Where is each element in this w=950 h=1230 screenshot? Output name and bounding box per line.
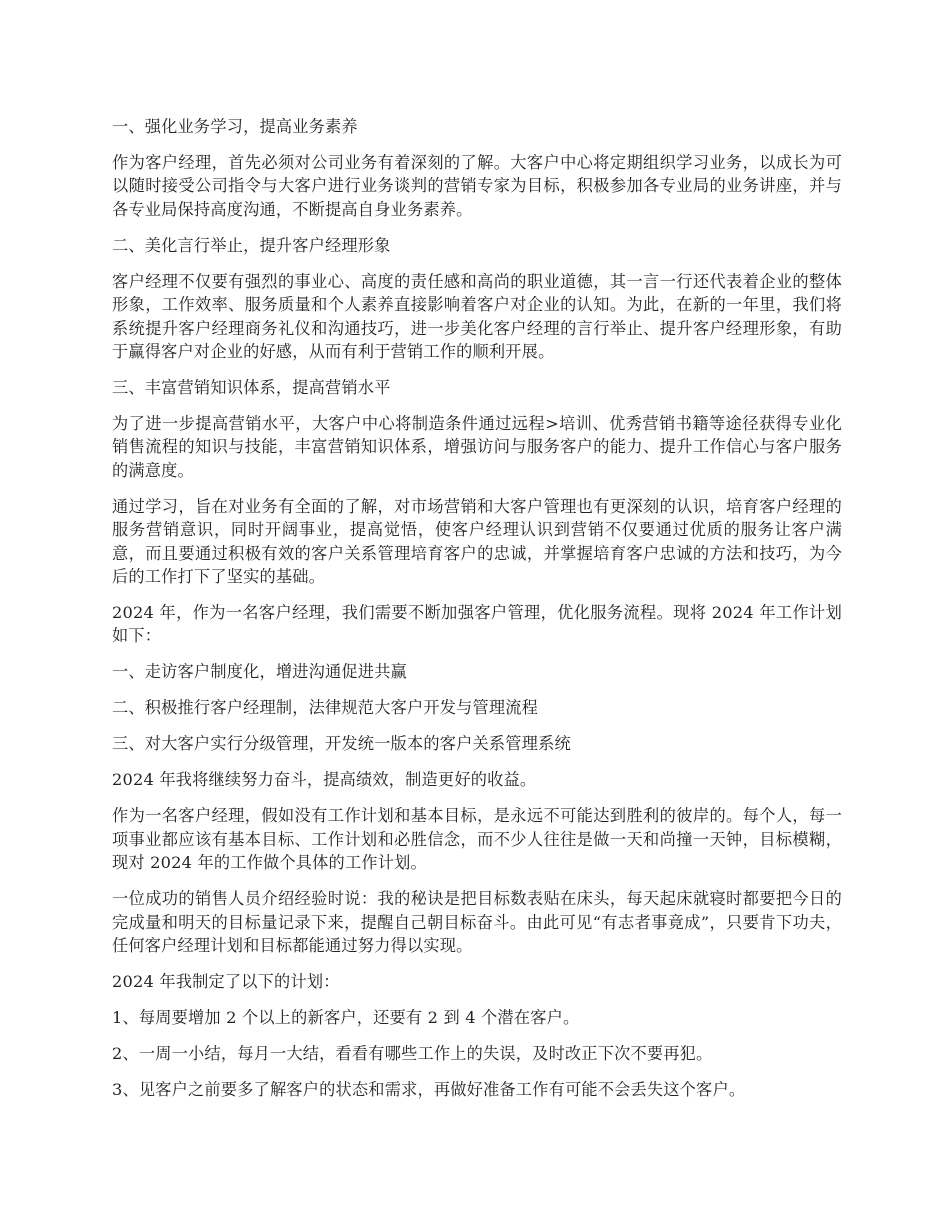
paragraph: 作为客户经理，首先必须对公司业务有着深刻的了解。大客户中心将定期组织学习业务，以成长为可以随时接受公司指令与大客户进行业务谈判的营销专家为目标，积极参加各专业局的业务讲座，并与各专业局保持高度沟通，不断提高自身业务素养。 (112, 153, 842, 219)
heading-1: 一、强化业务学习，提高业务素养 (112, 117, 358, 136)
paragraph: 为了进一步提高营销水平，大客户中心将制造条件通过远程>培训、优秀营销书籍等途径获得专业化销售流程的知识与技能，丰富营销知识体系，增强访问与服务客户的能力、提升工作信心与客户服务的满意度。 (112, 414, 842, 480)
list-item: 1、每周要增加 2 个以上的新客户，还要有 2 到 4 个潜在客户。 (112, 1008, 580, 1028)
paragraph: 2024 年我制定了以下的计划： (112, 972, 340, 992)
paragraph: 通过学习，旨在对业务有全面的了解，对市场营销和大客户管理也有更深刻的认识，培育客户经理的服务营销意识，同时开阔事业，提高觉悟，使客户经理认识到营销不仅要通过优质的服务让客户满意，而且要通过积极有效的客户关系管理培育客户的忠诚，并掌握培育客户忠诚的方法和技巧，为今后的工作打下了坚实的基础。 (112, 496, 842, 587)
heading-2: 二、美化言行举止，提升客户经理形象 (112, 235, 391, 255)
document-body (112, 115, 842, 1114)
list-item: 3、见客户之前要多了解客户的状态和需求，再做好准备工作有可能不会丢失这个客户。 (112, 1080, 746, 1100)
paragraph: 2024 年我将继续努力奋斗，提高绩效，制造更好的收益。 (112, 770, 537, 790)
plan-item: 二、积极推行客户经理制，法律规范大客户开发与管理流程 (112, 698, 539, 718)
paragraph: 2024 年，作为一名客户经理，我们需要不断加强客户管理，优化服务流程。现将 2024 年工作计划如下： (112, 603, 842, 646)
paragraph: 客户经理不仅要有强烈的事业心、高度的责任感和高尚的职业道德，其一言一行还代表着企业的整体形象，工作效率、服务质量和个人素养直接影响着客户对企业的认知。为此，在新的一年里，我们将系统提升客户经理商务礼仪和沟通技巧，进一步美化客户经理的言行举止、提升客户经理形象，有助于赢得客户对企业的好感，从而有利于营销工作的顺利开展。 (112, 271, 842, 362)
paragraph: 作为一名客户经理，假如没有工作计划和基本目标，是永远不可能达到胜利的彼岸的。每个人，每一项事业都应该有基本目标、工作计划和必胜信念，而不少人往往是做一天和尚撞一天钟，目标模糊，现对 2024 年的工作做个具体的工作计划。 (112, 806, 842, 873)
paragraph: 一位成功的销售人员介绍经验时说：我的秘诀是把目标数表贴在床头，每天起床就寝时都要把今日的完成量和明天的目标量记录下来，提醒自己朝目标奋斗。由此可见“有志者事竟成”，只要肯下功夫，任何客户经理计划和目标都能通过努力得以实现。 (112, 889, 842, 956)
list-item: 2、一周一小结，每月一大结，看看有哪些工作上的失误，及时改正下次不要再犯。 (112, 1044, 713, 1064)
heading-3: 三、丰富营销知识体系，提高营销水平 (112, 378, 391, 398)
plan-item: 三、对大客户实行分级管理，开发统一版本的客户关系管理系统 (112, 734, 571, 754)
plan-item: 一、走访客户制度化，增进沟通促进共赢 (112, 662, 407, 682)
